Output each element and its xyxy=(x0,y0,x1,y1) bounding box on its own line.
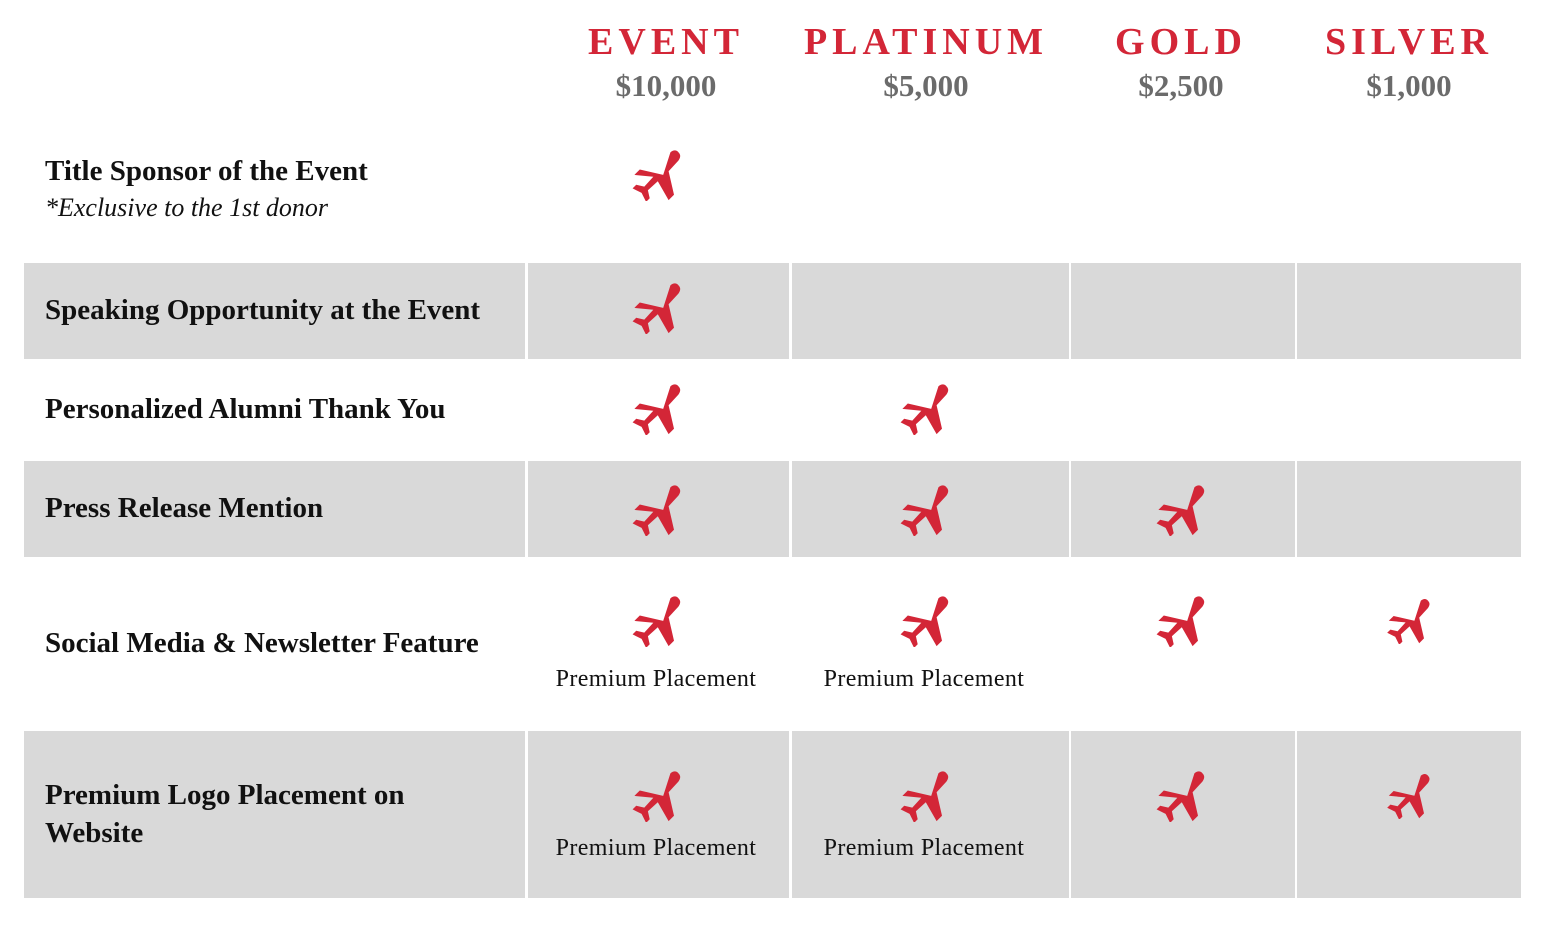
gold-cell xyxy=(1071,263,1295,359)
tier-header-silver xyxy=(1325,18,1493,106)
benefit-row-title-sponsor xyxy=(24,128,1521,259)
benefit-label: Social Media & Newsletter Feature xyxy=(45,627,479,659)
tier-name: GOLD xyxy=(1115,21,1247,63)
benefit-label: Premium Logo Placement on Website xyxy=(45,779,405,849)
benefit-label xyxy=(45,152,368,226)
placement-note: Premium Placement xyxy=(823,835,1025,861)
airplane-icon xyxy=(1384,771,1432,819)
tier-name: EVENT xyxy=(588,21,744,63)
platinum-cell xyxy=(792,263,1069,359)
airplane-icon xyxy=(629,482,683,536)
silver-cell xyxy=(1297,263,1521,359)
benefit-row-logo-placement xyxy=(24,731,1521,898)
airplane-icon xyxy=(1153,768,1207,822)
airplane-icon xyxy=(1153,593,1207,647)
tier-name: SILVER xyxy=(1324,21,1494,63)
airplane-icon xyxy=(629,381,683,435)
benefit-row-press-release xyxy=(24,461,1521,557)
airplane-icon xyxy=(629,768,683,822)
airplane-icon xyxy=(897,593,951,647)
placement-note: Premium Placement xyxy=(823,666,1025,692)
placement-note: Premium Placement xyxy=(555,835,757,861)
benefit-row-speaking xyxy=(24,263,1521,359)
placement-note: Premium Placement xyxy=(555,666,757,692)
airplane-icon xyxy=(629,147,683,201)
benefit-label: Press Release Mention xyxy=(45,492,324,524)
tier-price: $1,000 xyxy=(1366,68,1452,103)
benefit-footnote: *Exclusive to the 1st donor xyxy=(45,193,329,222)
tier-price: $10,000 xyxy=(615,68,717,103)
tier-price: $5,000 xyxy=(883,68,969,103)
benefit-label-text: Title Sponsor of the Event xyxy=(45,155,368,187)
airplane-icon xyxy=(897,768,951,822)
tier-header-platinum xyxy=(804,18,1048,106)
tier-price: $2,500 xyxy=(1138,68,1224,103)
benefit-label: Speaking Opportunity at the Event xyxy=(45,294,481,326)
airplane-icon xyxy=(629,593,683,647)
silver-cell xyxy=(1297,461,1521,557)
tier-header-event xyxy=(588,18,744,106)
benefit-label: Personalized Alumni Thank You xyxy=(45,393,446,425)
tier-name: PLATINUM xyxy=(803,21,1049,63)
tier-header-gold xyxy=(1115,18,1247,106)
airplane-icon xyxy=(897,482,951,536)
airplane-icon xyxy=(1384,596,1432,644)
benefit-row-thank-you xyxy=(24,360,1521,460)
airplane-icon xyxy=(897,381,951,435)
airplane-icon xyxy=(1153,482,1207,536)
benefit-row-social-media xyxy=(24,558,1521,729)
airplane-icon xyxy=(629,280,683,334)
